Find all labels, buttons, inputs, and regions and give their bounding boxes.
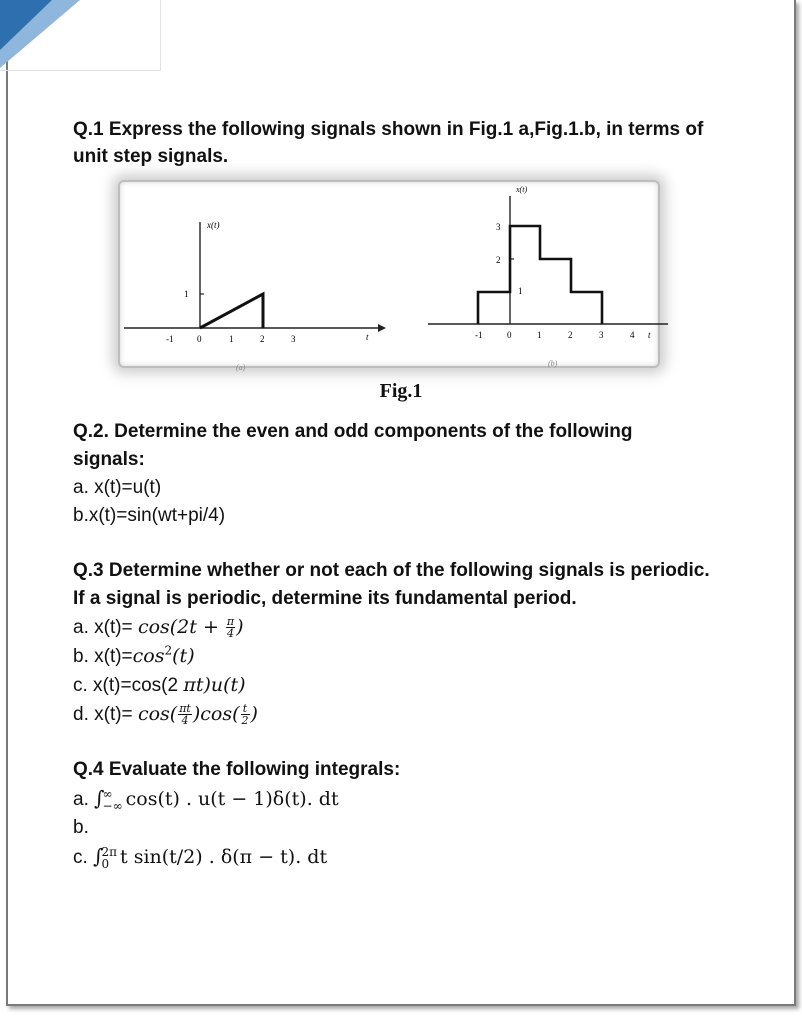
figure-1-box xyxy=(118,180,660,372)
q2-title-line1: Q.2. Determine the even and odd components of the following xyxy=(73,421,633,442)
q3-d-frac1-den: 4 xyxy=(181,714,189,728)
q3-a-math: cos(2t + xyxy=(137,616,225,638)
plot-b-xtick-1: 1 xyxy=(537,330,542,340)
plot-b-xtick-3: 3 xyxy=(599,330,604,340)
plot-a-xtick-1: 1 xyxy=(229,334,234,344)
q2-item-a: a. x(t)=u(t) xyxy=(73,477,162,498)
q4-title: Q.4 Evaluate the following integrals: xyxy=(73,759,401,780)
plot-b-xtick-0: 0 xyxy=(507,330,512,340)
plot-a-xtick-0: 0 xyxy=(197,334,202,344)
plot-b-caption: (b) xyxy=(548,359,558,368)
figure-1-plots xyxy=(120,182,658,372)
q4-a-limits xyxy=(103,788,123,812)
q3-d-fraction-1 xyxy=(178,703,192,726)
plot-a-ytick-label: 1 xyxy=(184,289,189,299)
plot-a-xlabel: t xyxy=(366,332,369,342)
q3-a-frac-num: π xyxy=(226,615,235,629)
figure-caption: Fig.1 xyxy=(379,380,423,402)
q3-d-fraction-2 xyxy=(241,703,250,726)
q3-a-frac-den: 4 xyxy=(227,627,235,641)
q4-a-prefix: a. xyxy=(73,789,95,810)
plot-a-xtick-2: 2 xyxy=(260,334,265,344)
q3-item-c xyxy=(73,671,763,700)
plot-b-ylabel: x(t) xyxy=(516,185,528,194)
q3-a-close: ) xyxy=(236,616,244,638)
q2-title-line2: signals: xyxy=(73,449,145,470)
q4-item-b: b. xyxy=(73,817,89,838)
q3-b-math: cos xyxy=(132,645,165,667)
q2-item-b: b.x(t)=sin(wt+pi/4) xyxy=(73,505,226,526)
q3-c-math: πt)u(t) xyxy=(183,674,246,696)
q3-b-sup: 2 xyxy=(164,643,173,658)
q4-a-upper: ∞ xyxy=(102,786,113,801)
q3-d-frac2-den: 2 xyxy=(241,714,249,728)
question-1 xyxy=(73,116,763,170)
q3-item-b xyxy=(73,642,763,671)
q1-title-line2: unit step signals. xyxy=(73,146,229,167)
plot-b-ytick-label-1: 1 xyxy=(518,286,523,296)
q3-item-a xyxy=(73,613,763,642)
corner-triangle-icon xyxy=(0,0,160,70)
q3-d-cos1: cos( xyxy=(137,703,178,725)
plot-a-caption: (a) xyxy=(236,363,246,372)
questions-2-4 xyxy=(73,418,763,872)
q4-a-body: cos(t) . u(t − 1)δ(t). dt xyxy=(125,788,339,810)
q4-c-body: t sin(t/2) . δ(π − t). dt xyxy=(120,846,328,868)
q4-item-c xyxy=(73,842,763,872)
q4-c-lower: 0 xyxy=(101,856,110,871)
q3-c-prefix: c. x(t)=cos(2 xyxy=(73,675,184,696)
q4-c-prefix: c. xyxy=(73,847,94,868)
q3-item-d xyxy=(73,700,763,729)
q3-d-cos2: )cos( xyxy=(192,703,240,725)
q3-a-prefix: a. x(t)= xyxy=(73,617,138,638)
q3-a-fraction xyxy=(226,616,235,639)
plot-a-x-arrow xyxy=(378,324,386,332)
plot-b-signal xyxy=(478,226,602,324)
q3-b-prefix: b. x(t)= xyxy=(73,646,133,667)
plot-a xyxy=(124,220,386,372)
plot-b-xlabel: t xyxy=(648,330,651,340)
q4-item-a xyxy=(73,784,763,814)
q3-d-frac1-num: πt xyxy=(179,702,191,716)
plot-b-ytick-label-3: 3 xyxy=(496,222,501,232)
q4-a-integral-sign: ∫ xyxy=(94,786,105,810)
plot-a-signal xyxy=(200,294,263,328)
q3-title-line2: If a signal is periodic, determine its fundamental period. xyxy=(73,588,577,609)
q3-d-close: ) xyxy=(250,703,258,725)
page-corner-decoration xyxy=(0,0,161,71)
plot-b-xtick-2: 2 xyxy=(568,330,573,340)
q3-title-line1: Q.3 Determine whether or not each of the following signals is periodic. xyxy=(73,560,710,581)
plot-b xyxy=(428,185,668,368)
q3-b-arg: (t) xyxy=(172,645,195,667)
plot-a-xtick--1: -1 xyxy=(166,334,174,344)
q3-d-frac2-num: t xyxy=(241,703,250,715)
q4-c-limits xyxy=(101,846,117,870)
q1-title-line1: Q.1 Express the following signals shown in Fig.1 a,Fig.1.b, in terms of xyxy=(73,119,704,140)
q4-c-upper: 2π xyxy=(101,844,118,859)
q4-a-lower: −∞ xyxy=(102,798,123,813)
plot-b-ytick-label-2: 2 xyxy=(496,255,501,265)
q3-d-prefix: d. x(t)= xyxy=(73,704,138,725)
plot-a-xtick-3: 3 xyxy=(291,334,296,344)
q4-c-integral-sign: ∫ xyxy=(93,844,104,868)
plot-b-xtick-4: 4 xyxy=(630,330,635,340)
plot-a-ylabel: x(t) xyxy=(207,220,220,230)
plot-b-xtick--1: -1 xyxy=(475,330,483,340)
